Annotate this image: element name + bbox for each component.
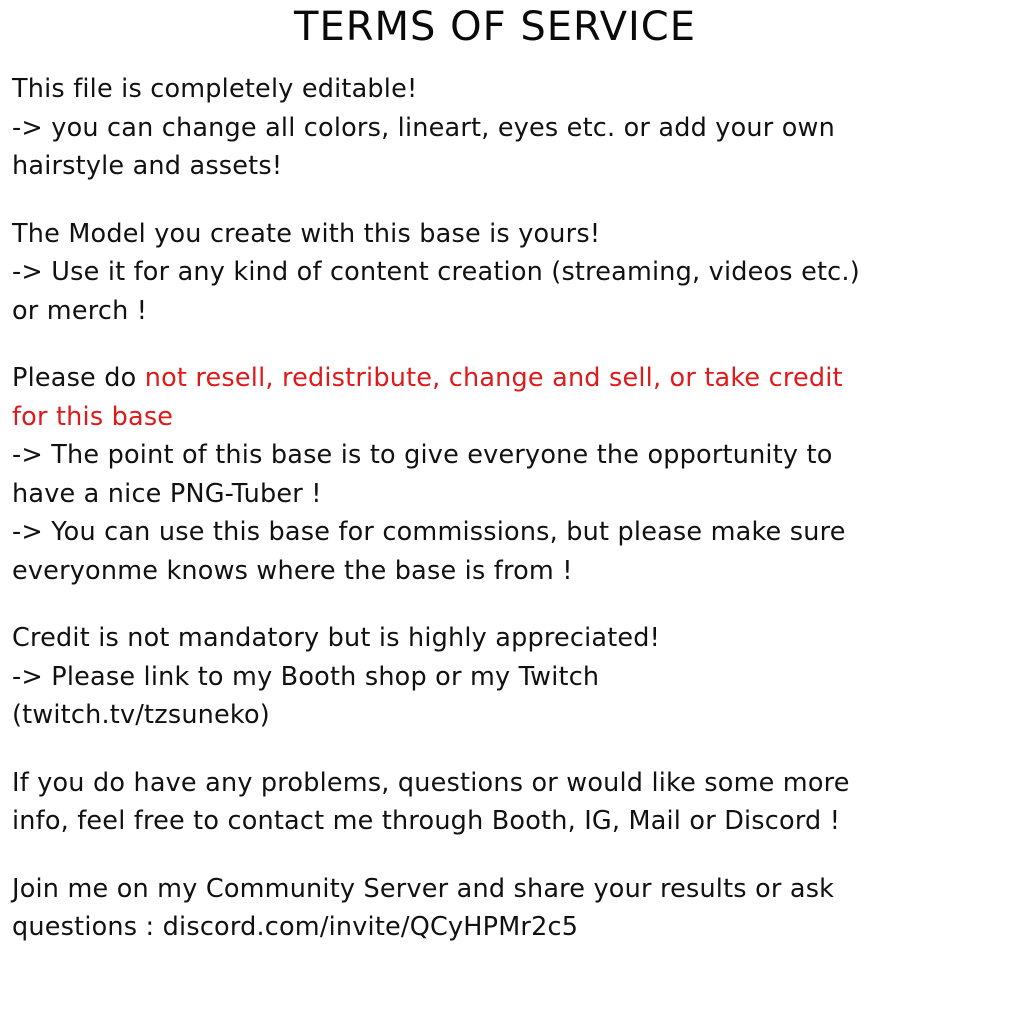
text-line — [12, 359, 1012, 398]
paragraph-restrictions — [12, 359, 1012, 590]
text-line: Credit is not mandatory but is highly appreciated! — [12, 623, 661, 653]
paragraph-community — [12, 870, 1012, 947]
text-line: -> Use it for any kind of content creation (streaming, videos etc.) — [12, 257, 860, 287]
text-line: or merch ! — [12, 295, 148, 326]
restriction-highlight: not resell, redistribute, change and sell, or take credit — [144, 363, 843, 393]
text-line: -> The point of this base is to give everyone the opportunity to — [12, 440, 833, 470]
text-line: hairstyle and assets! — [12, 151, 283, 181]
text-line: -> you can change all colors, lineart, eyes etc. or add your own — [12, 112, 835, 143]
restriction-intro: Please do — [12, 363, 145, 393]
terms-content — [12, 70, 1012, 976]
twitch-link-text: (twitch.tv/tzsuneko) — [12, 700, 270, 730]
text-line: If you do have any problems, questions or would like some more — [12, 767, 850, 798]
text-line: everyonme knows where the base is from ! — [12, 555, 573, 586]
text-line: have a nice PNG-Tuber ! — [12, 478, 322, 509]
discord-invite-text: questions : discord.com/invite/QCyHPMr2c5 — [12, 912, 579, 942]
text-line: -> Please link to my Booth shop or my Twitch — [12, 661, 600, 692]
restriction-highlight-continued: for this base — [12, 401, 174, 432]
paragraph-credit — [12, 619, 1012, 735]
paragraph-ownership — [12, 215, 1012, 331]
text-line: Join me on my Community Server and share your results or ask — [12, 873, 835, 904]
text-line: This file is completely editable! — [12, 74, 418, 104]
paragraph-contact — [12, 764, 1012, 841]
page-title: TERMS OF SERVICE — [294, 4, 696, 50]
paragraph-editable — [12, 70, 1012, 186]
text-line: -> You can use this base for commissions, but please make sure — [12, 517, 846, 547]
text-line: info, feel free to contact me through Booth, IG, Mail or Discord ! — [12, 806, 841, 836]
text-line: The Model you create with this base is yours! — [12, 218, 601, 249]
